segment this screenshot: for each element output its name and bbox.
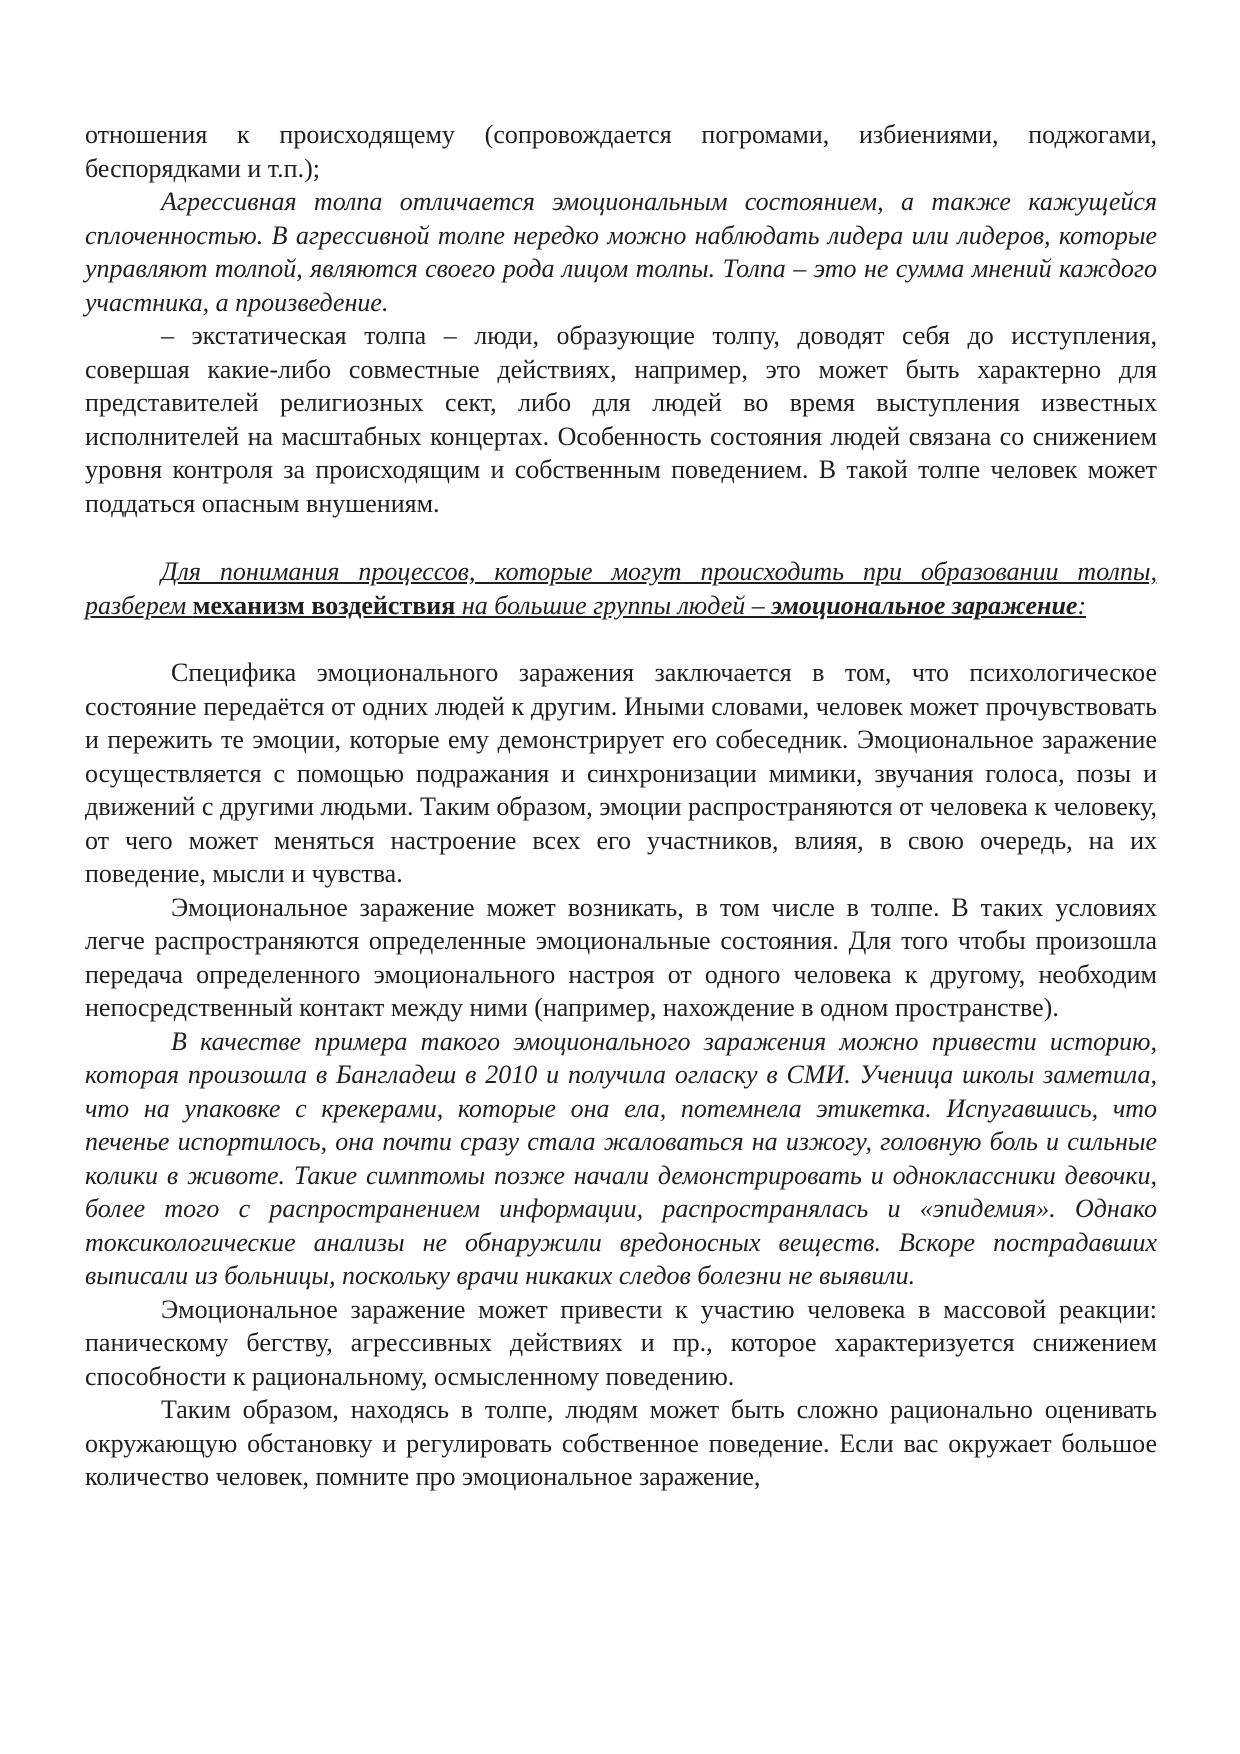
paragraph-ecstatic-crowd: – экстатическая толпа – люди, образующие толпу, доводят себя до исступления, совершая какие-либо совместные действиях, например, это может быть характерно для представителей религиозных сект, либо для людей во время выступления известных исполнителей на масштабных концертах. Особенность состояния людей связана со снижением уровня контроля за происходящим и собственным поведением. В такой толпе человек может поддаться опасным внушениям.	[85, 321, 1157, 518]
heading-bold-mechanism: механизм воздействия	[192, 590, 456, 620]
paragraph-bangladesh-example: В качестве примера такого эмоционального заражения можно привести историю, которая произошла в Бангладеш в 2010 и получила огласку в СМИ. Ученица школы заметила, что на упаковке с крекерами, которые она ела, потемнела этикетка. Испугавшись, что печенье испортилось, она почти сразу стала жаловаться на изжогу, головную боль и сильные колики в животе. Такие симптомы позже начали демонстрировать и одноклассники девочки, более того с распространением информации, распространялась и «эпидемия». Однако токсикологические анализы не обнаружили вредоносных веществ. Вскоре пострадавших выписали из больницы, поскольку врачи никаких следов болезни не выявили.	[85, 1026, 1157, 1290]
heading-text-1: Для понимания процессов, которые могут происходить при образовании толпы, разберем	[85, 557, 1157, 620]
document-page	[85, 118, 1157, 1494]
paragraph-contagion-in-crowd: Эмоциональное заражение может возникать, в том числе в толпе. В таких условиях легче распространяются определенные эмоциональные состояния. Для того чтобы произошла передача определенного эмоционального настроя от одного человека к другому, необходим непосредственный контакт между ними (например, нахождение в одном пространстве).	[85, 892, 1157, 1022]
paragraph-contagion-specifics: Специфика эмоционального заражения заключается в том, что психологическое состояние передаётся от одних людей к другим. Иными словами, человек может прочувствовать и пережить те эмоции, которые ему демонстрирует его собеседник. Эмоциональное заражение осуществляется с помощью подражания и синхронизации мимики, звучания голоса, позы и движений с другими людьми. Таким образом, эмоции распространяются от человека к человеку, от чего может меняться настроение всех его участников, влияя, в свою очередь, на их поведение, мысли и чувства.	[85, 658, 1157, 888]
heading-bold-contagion: эмоциональное заражение	[771, 590, 1078, 620]
paragraph-continued: отношения к происходящему (сопровождается погромами, избиениями, поджогами, беспорядками и т.п.);	[85, 120, 1157, 183]
section-heading	[85, 555, 1157, 622]
paragraph-conclusion: Таким образом, находясь в толпе, людям может быть сложно рационально оценивать окружающую обстановку и регулировать собственное поведение. Если вас окружает большое количество человек, помните про эмоциональное заражение,	[85, 1395, 1157, 1491]
paragraph-aggressive-crowd: Агрессивная толпа отличается эмоциональным состоянием, а также кажущейся сплоченностью. В агрессивной толпе нередко можно наблюдать лидера или лидеров, которые управляют толпой, являются своего рода лицом толпы. Толпа – это не сумма мнений каждого участника, а произведение.	[85, 187, 1157, 317]
heading-text-3: :	[1077, 590, 1087, 620]
paragraph-mass-reaction: Эмоциональное заражение может привести к участию человека в массовой реакции: паническому бегству, агрессивных действиях и пр., которое характеризуется снижением способности к рациональному, осмысленному поведению.	[85, 1294, 1157, 1391]
heading-text-2: на большие группы людей –	[455, 590, 772, 620]
